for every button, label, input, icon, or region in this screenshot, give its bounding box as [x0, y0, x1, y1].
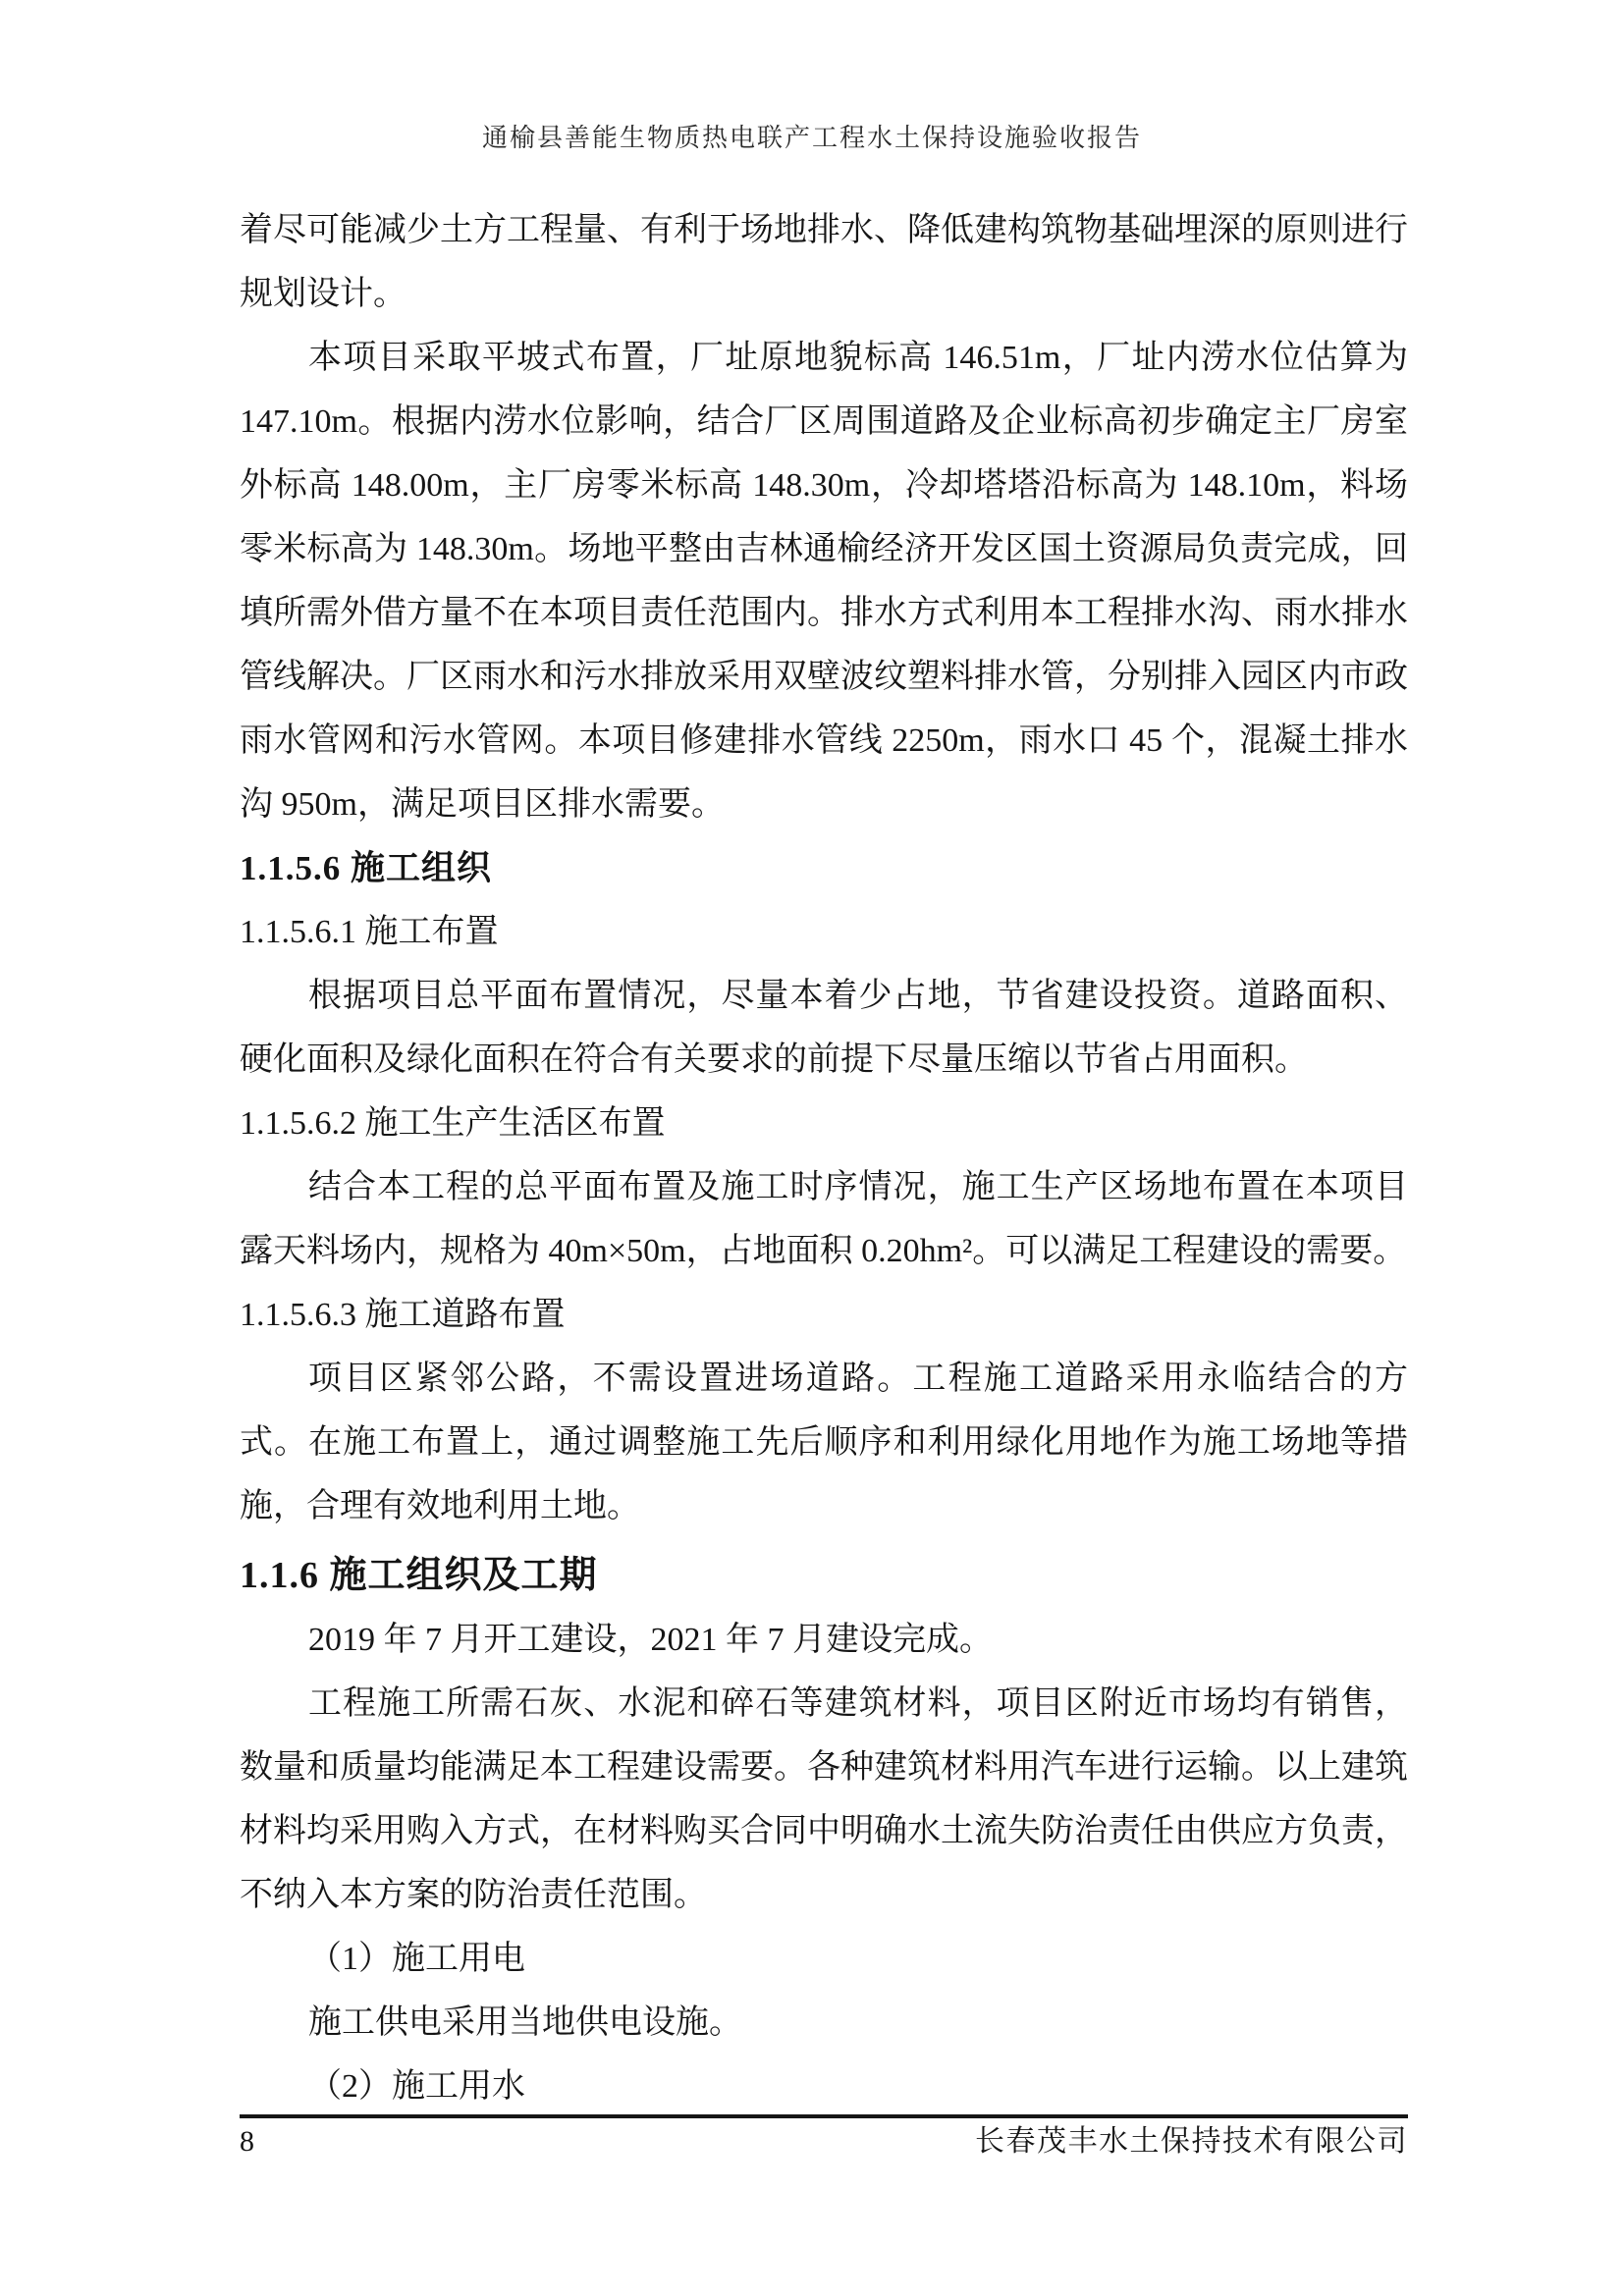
heading-1-1-5-6-3: 1.1.5.6.3 施工道路布置: [240, 1297, 566, 1333]
paragraph-road-layout: 项目区紧邻公路，不需设置进场道路。工程施工道路采用永临结合的方式。在施工布置上，通过调整施工先后顺序和利用绿化用地作为施工场地等措施，合理有效地利用土地。: [240, 1361, 1408, 1524]
paragraph-construction-layout: 根据项目总平面布置情况，尽量本着少占地，节省建设投资。道路面积、硬化面积及绿化面积在符合有关要求的前提下尽量压缩以节省占用面积。: [240, 978, 1408, 1078]
paragraph-power-supply: 施工供电采用当地供电设施。: [308, 2004, 742, 2041]
footer-divider: [240, 2114, 1408, 2118]
heading-1-1-5-6-1: 1.1.5.6.1 施工布置: [240, 914, 499, 950]
paragraph-materials: 工程施工所需石灰、水泥和碎石等建筑材料，项目区附近市场均有销售，数量和质量均能满足本工程建设需要。各种建筑材料用汽车进行运输。以上建筑材料均采用购入方式，在材料购买合同中明确水土流失防治责任由供应方负责，不纳入本方案的防治责任范围。: [240, 1685, 1408, 1913]
page-footer: [240, 2122, 1408, 2162]
paragraph-site-layout: 本项目采取平坡式布置，厂址原地貌标高 146.51m，厂址内涝水位估算为 147.10m。根据内涝水位影响，结合厂区周围道路及企业标高初步确定主厂房室外标高 148.00m，主厂房零米标高 148.30m，冷却塔塔沿标高为 148.10m，料场零米标高为 148.30m。场地平整由吉林通榆经济开发区国土资源局负责完成，回填所需外借方量不在本项目责任范围内。排水方式利用本工程排水沟、雨水排水管线解决。厂区雨水和污水排放采用双壁波纹塑料排水管，分别排入园区内市政雨水管网和污水管网。本项目修建排水管线 2250m，雨水口 45 个，混凝土排水沟 950m，满足项目区排水需要。: [240, 340, 1408, 823]
paragraph-schedule: 2019 年 7 月开工建设，2021 年 7 月建设完成。: [308, 1622, 993, 1658]
heading-1-1-5-6: 1.1.5.6 施工组织: [240, 849, 493, 887]
list-item-water: （2）施工用水: [308, 2068, 525, 2105]
document-body: [240, 198, 1408, 2118]
page-header-title: 通榆县善能生物质热电联产工程水土保持设施验收报告: [481, 124, 1142, 152]
footer-company-name: 长春茂丰水土保持技术有限公司: [975, 2125, 1408, 2158]
list-item-electricity: （1）施工用电: [308, 1941, 525, 1977]
paragraph-production-area: 结合本工程的总平面布置及施工时序情况，施工生产区场地布置在本项目露天料场内，规格为 40m×50m，占地面积 0.20hm²。可以满足工程建设的需要。: [240, 1169, 1408, 1269]
heading-1-1-5-6-2: 1.1.5.6.2 施工生产生活区布置: [240, 1105, 666, 1142]
heading-1-1-6: 1.1.6 施工组织及工期: [240, 1555, 598, 1596]
paragraph-continuation: 着尽可能减少土方工程量、有利于场地排水、降低建构筑物基础埋深的原则进行规划设计。: [240, 212, 1408, 312]
page-number: 8: [240, 2125, 254, 2158]
